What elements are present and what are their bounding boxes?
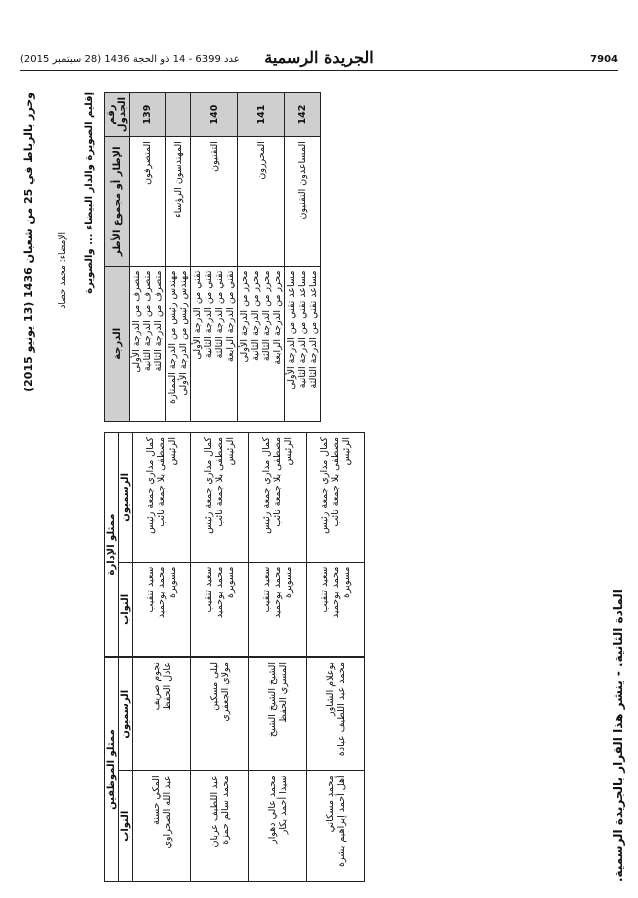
deputy-cell <box>249 562 307 656</box>
table-row <box>249 658 307 882</box>
admin-col-titular: الرسميون <box>119 433 133 563</box>
deputy-cell <box>307 562 365 656</box>
signature: الإمضاء: محمد حصاد <box>58 232 68 309</box>
titular-name: محمد عبد اللطيف عبادة <box>335 662 347 757</box>
grade-item: محرر من الدرجة الأولى <box>239 270 250 363</box>
table-row <box>133 658 191 882</box>
grade-list <box>191 266 238 421</box>
staff-header-row <box>119 658 133 882</box>
deputy-name: سعيد تنقيب <box>203 566 214 613</box>
titular-name: نجوم صريف <box>150 662 162 711</box>
admin-reps-title: ممثلو الإدارة <box>105 433 119 657</box>
deputy-name: عبد اللطيف عربان <box>208 775 220 848</box>
deputy-name: محمد بوحميد مسويرة <box>156 566 178 619</box>
grade-item: متصرف من الدرجة الثانية <box>142 270 153 372</box>
titular-name: ليلى مسكين <box>208 662 220 711</box>
grade-list <box>130 266 166 421</box>
titular-name: كمال مداري جمعة رئيس <box>145 437 156 534</box>
deputy-cell <box>249 771 307 882</box>
deputy-name: سعيد تنقيب <box>319 566 330 613</box>
made-at-line: وحرر بالرباط في 25 من شعبان 1436 (13 يونيو 2015) <box>22 92 35 392</box>
rotated-inner <box>14 82 636 892</box>
table-number: 140 <box>191 93 238 137</box>
col-grade: الدرجة <box>105 266 130 421</box>
deputy-name: سعيد تنقيب <box>261 566 272 613</box>
titular-cell <box>133 433 191 563</box>
deputy-cell <box>133 562 191 656</box>
admin-header-row <box>119 433 133 657</box>
frame-name: المحررون <box>238 137 285 266</box>
grade-list <box>238 266 285 421</box>
titular-name: كمال مداري جمعة رئيس <box>319 437 330 534</box>
staff-col-titular: الرسميون <box>119 658 133 771</box>
deputy-name: محمد مسكاني <box>324 775 336 833</box>
deputy-name: سعيد تنقيب <box>145 566 156 613</box>
table-number <box>166 93 191 137</box>
grade-list <box>285 266 321 421</box>
deputy-name: محمد بوحميد مسويرة <box>272 566 294 619</box>
table-row <box>307 433 365 657</box>
deputy-name: عبد الله الصحراوي <box>161 775 173 849</box>
titular-name: مصطفى بلا جمعة نائب الرئيس <box>272 437 294 527</box>
grade-item: محرر من الدرجة الرابعة <box>272 270 283 365</box>
titular-name: مصطفى بلا جمعة نائب الرئيس <box>214 437 236 527</box>
staff-col-deputy: النواب <box>119 771 133 882</box>
table-row <box>307 658 365 882</box>
staff-reps-table <box>104 657 365 882</box>
deputy-name: محمد بوحميد مسويرة <box>214 566 236 619</box>
staff-reps-body <box>133 658 365 882</box>
rotated-content <box>14 82 636 892</box>
grade-item: تقني من الدرجة الأولى <box>192 270 203 360</box>
grade-item: مساعد تقني من الدرجة الثالثة <box>308 270 319 389</box>
table-row <box>191 658 249 882</box>
titular-name: مولاي الجعفري <box>219 662 231 722</box>
grade-item: مساعد تقني من الدرجة الثانية <box>297 270 308 389</box>
titular-cell <box>307 658 365 771</box>
deputy-cell <box>191 562 249 656</box>
table-row <box>191 93 238 422</box>
deputy-cell <box>191 771 249 882</box>
page-number: 7904 <box>590 54 618 65</box>
frame-name: المتصرفون <box>130 137 166 266</box>
frame-name: المساعدون التقنيون <box>285 137 321 266</box>
staff-reps-title: ممثلو الموظفين <box>105 658 119 882</box>
col-frame: الإطار أو مجموع الأطر <box>105 137 130 266</box>
table-row <box>133 433 191 657</box>
admin-reps-table <box>104 432 365 657</box>
table-number: 141 <box>238 93 285 137</box>
titular-name: الشيخ الشيخ الشيخ <box>266 662 278 738</box>
col-table-number: رقم الجدول <box>105 93 130 137</box>
admin-reps-body <box>133 433 365 657</box>
titular-cell <box>249 433 307 563</box>
issue-info: عدد 6399 - 14 ذو الحجة 1436 (28 سبتمبر 2015) <box>20 54 240 65</box>
grades-table-body <box>130 93 321 422</box>
article-two: المادة الثانية. - ينشر هذا القرار بالجريدة الرسمية. <box>611 589 625 882</box>
titular-cell <box>307 433 365 563</box>
admin-col-deputy: النواب <box>119 562 133 656</box>
titular-name: كمال مداري جمعة رئيس <box>261 437 272 534</box>
table-number: 142 <box>285 93 321 137</box>
table-row <box>285 93 321 422</box>
grades-table-header <box>105 93 130 422</box>
deputy-cell <box>133 771 191 882</box>
titular-cell <box>191 433 249 563</box>
deputy-name: محمد عالي دهوار <box>266 775 278 844</box>
frame-name: التقنيون <box>191 137 238 266</box>
titular-name: مصطفى بلا جمعة نائب الرئيس <box>156 437 178 527</box>
grade-item: مهندس رئيس من الدرجة الممتازة <box>167 270 178 404</box>
titular-name: بوعلام الشاور <box>324 662 336 716</box>
grade-item: مهندس رئيس من الدرجة الأولى <box>178 270 189 396</box>
table-row <box>249 433 307 657</box>
page-header <box>20 48 618 71</box>
grade-item: محرر من الدرجة الثالثة <box>261 270 272 362</box>
deputy-name: المكي حسنة <box>150 775 162 825</box>
deputy-name: محمد سالم حمزة <box>219 775 231 845</box>
grade-item: تقني من الدرجة الرابعة <box>225 270 236 362</box>
table-row <box>191 433 249 657</box>
grade-item: مساعد تقني من الدرجة الأولى <box>286 270 297 390</box>
table-row <box>130 93 166 422</box>
grade-list <box>166 266 191 421</box>
table-row <box>238 93 285 422</box>
grade-item: متصرف من الدرجة الأولى <box>131 270 142 373</box>
titular-cell <box>249 658 307 771</box>
titular-name: المسري الحفظ <box>277 662 289 723</box>
grade-item: تقني من الدرجة الثالثة <box>214 270 225 359</box>
grade-item: تقني من الدرجة الثانية <box>203 270 214 359</box>
grade-item: متصرف من الدرجة الثالثة <box>153 270 164 372</box>
titular-cell <box>191 658 249 771</box>
titular-name: عادل الحفظ <box>161 662 173 711</box>
table-number: 139 <box>130 93 166 137</box>
titular-name: مصطفى بلا جمعة نائب الرئيس <box>330 437 352 527</box>
grades-table <box>104 92 321 422</box>
journal-title: الجريدة الرسمية <box>264 48 374 67</box>
deputy-cell <box>307 771 365 882</box>
staff-title-row <box>105 658 119 882</box>
deputy-name: أهل أحمد إبراهيم بشرة <box>335 775 347 867</box>
titular-name: كمال مداري جمعة رئيس <box>203 437 214 534</box>
deputy-name: سيدا أحمد بكار <box>277 775 289 835</box>
grade-item: محرر من الدرجة الثانية <box>250 270 261 361</box>
deputy-name: محمد بوحميد مسويرة <box>330 566 352 619</box>
frame-name: المهندسون الرؤساء <box>166 137 191 266</box>
titular-cell <box>133 658 191 771</box>
main-table-caption: إقليم الصويرة والدار البيضاء ... والصويرة <box>84 92 95 294</box>
table-row <box>166 93 191 422</box>
admin-title-row <box>105 433 119 657</box>
